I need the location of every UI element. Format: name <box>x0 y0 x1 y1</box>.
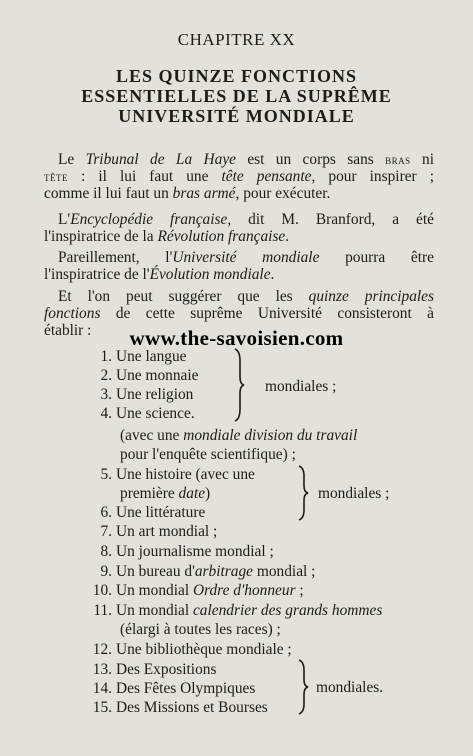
list-item: 4. Une science. <box>100 405 195 422</box>
p4-line-3: établir : <box>44 322 92 339</box>
item-11-cont: (élargi à toutes les races) ; <box>120 621 281 638</box>
item-4-note-cont: pour l'enquête scientifique) ; <box>120 446 296 463</box>
list-item: 2. Une monnaie <box>100 367 199 384</box>
p1-line-1: Le Tribunal de La Haye est un corps sans bras ni <box>58 151 434 168</box>
paragraph-1 <box>44 151 434 202</box>
p4-line-1: Et l'on peut suggérer que les quinze principales <box>58 288 435 305</box>
p2-line-2: l'inspiratrice de la Révolution française. <box>44 228 290 245</box>
title-line-3: UNIVERSITÉ MONDIALE <box>118 106 355 126</box>
group-label-2: mondiales ; <box>318 485 390 502</box>
title-line-2: ESSENTIELLES DE LA SUPRÊME <box>81 86 392 106</box>
group-label-3: mondiales. <box>316 679 384 696</box>
list-item: 12. Une bibliothèque mondiale ; <box>92 641 292 658</box>
list-item: 5. Une histoire (avec une <box>100 466 255 483</box>
p3-line-1: Pareillement, l'Université mondiale pourra être <box>58 249 434 266</box>
list-item: 9. Un bureau d'arbitrage mondial ; <box>100 563 316 580</box>
list-item: 7. Un art mondial ; <box>100 523 218 540</box>
p4-line-2: fonctions de cette suprême Université consisteront à <box>44 305 434 322</box>
list-item: 10. Un mondial Ordre d'honneur ; <box>92 582 304 599</box>
list-item: 11. Un mondial calendrier des grands hommes <box>93 602 383 619</box>
list-item: 1. Une langue <box>100 348 187 365</box>
brace-group-1 <box>232 347 246 423</box>
chapter-title <box>0 66 473 126</box>
p1-line-2: tête : il lui faut une tête pensante, pour inspirer ; <box>44 168 434 185</box>
brace-group-2 <box>296 464 310 522</box>
chapter-heading: CHAPITRE XX <box>177 30 296 49</box>
list-item: 15. Des Missions et Bourses <box>92 699 268 716</box>
item-4-note: (avec une mondiale division du travail <box>120 427 358 444</box>
item-5-cont: première date) <box>120 485 211 502</box>
p3-line-2: l'inspiratrice de l'Évolution mondiale. <box>44 266 275 283</box>
group-label-1: mondiales ; <box>265 378 337 395</box>
paragraph-3 <box>44 249 434 283</box>
title-line-1: LES QUINZE FONCTIONS <box>115 66 358 86</box>
brace-group-3 <box>296 658 310 716</box>
list-item: 8. Un journalisme mondial ; <box>100 543 274 560</box>
list-item: 14. Des Fêtes Olympiques <box>92 680 256 697</box>
paragraph-2 <box>44 211 434 245</box>
list-item: 13. Des Expositions <box>92 661 217 678</box>
list-item: 3. Une religion <box>100 386 194 403</box>
p1-line-3: comme il lui faut un bras armé, pour exécuter. <box>44 185 331 202</box>
p2-line-1: L'Encyclopédie française, dit M. Branford, a été <box>58 211 434 228</box>
watermark-url: www.the-savoisien.com <box>129 326 344 350</box>
list-item: 6. Une littérature <box>100 504 206 521</box>
